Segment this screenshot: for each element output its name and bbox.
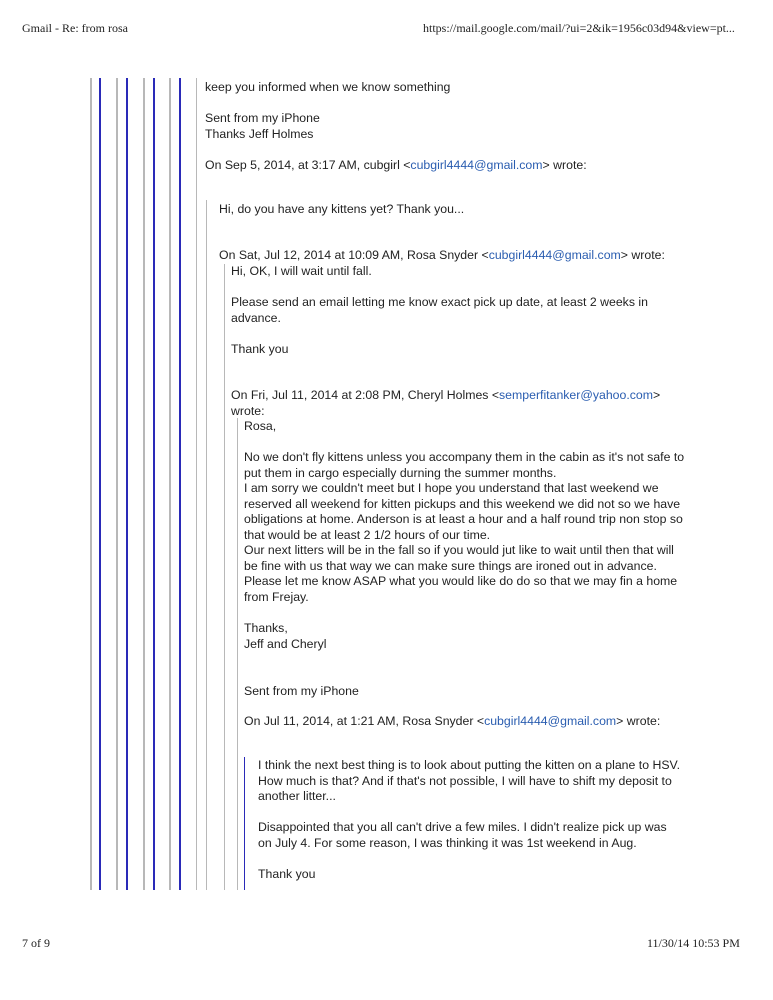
body-line: I am sorry we couldn't meet but I hope you understand that last weekend we [244, 481, 659, 495]
body-line: another litter... [258, 789, 336, 803]
quote-bar-blue [126, 78, 128, 890]
body-line: Hi, do you have any kittens yet? Thank you... [219, 202, 465, 216]
email-link[interactable]: cubgirl4444@gmail.com [488, 248, 621, 262]
quote-attribution [244, 714, 660, 730]
attribution-text: On Sat, Jul 12, 2014 at 10:09 AM, Rosa Snyder < [219, 248, 489, 262]
body-line: Thanks, [244, 621, 288, 635]
body-line: obligations at home. Anderson is at least a hour and a half round trip non stop so [244, 512, 683, 526]
attribution-text: On Fri, Jul 11, 2014 at 2:08 PM, Cheryl Holmes < [231, 388, 500, 402]
body-line: put them in cargo especially durning the summer months. [244, 466, 557, 480]
body-line: on July 4. For some reason, I was thinking it was 1st weekend in Aug. [258, 836, 637, 850]
quote-attribution [205, 158, 587, 174]
quote-bar-level4 [244, 757, 245, 890]
body-line: Thank you [231, 342, 289, 356]
body-line: No we don't fly kittens unless you accompany them in the cabin as it's not safe to [244, 450, 685, 464]
body-line: advance. [231, 311, 281, 325]
body-line: Rosa, [244, 419, 277, 433]
body-line: Thank you [258, 867, 316, 881]
attribution-text: > wrote: [620, 248, 665, 262]
quote-bar-gray [143, 78, 145, 890]
page-number: 7 of 9 [22, 936, 50, 950]
signature: Jeff and Cheryl [244, 637, 327, 651]
attribution-text: On Jul 11, 2014, at 1:21 AM, Rosa Snyder < [244, 714, 485, 728]
body-line: keep you informed when we know something [205, 80, 451, 94]
sent-from-iphone: Sent from my iPhone [205, 111, 320, 125]
body-line: from Frejay. [244, 590, 309, 604]
attribution-text: > [653, 388, 661, 402]
email-link[interactable]: cubgirl4444@gmail.com [484, 714, 617, 728]
body-line: Please let me know ASAP what you would like do do so that we may fin a home [244, 574, 678, 588]
body-line: Hi, OK, I will wait until fall. [231, 264, 372, 278]
quote-bar-level1 [206, 200, 207, 890]
quote-bar-level2 [224, 264, 225, 890]
body-line: reserved all weekend for kitten pickups and this weekend we did not so we have [244, 497, 681, 511]
quote-bar-gray [116, 78, 118, 890]
signature: Thanks Jeff Holmes [205, 127, 314, 141]
quote-attribution [219, 248, 665, 264]
quote-bar-blue [153, 78, 155, 890]
body-line: Our next litters will be in the fall so if you would jut like to wait until then that will [244, 543, 674, 557]
body-line: that would be at least 2 1/2 hours of our time. [244, 528, 491, 542]
body-line: I think the next best thing is to look about putting the kitten on a plane to HSV. [258, 758, 681, 772]
attribution-text: On Sep 5, 2014, at 3:17 AM, cubgirl < [205, 158, 411, 172]
quote-bar-gray [169, 78, 171, 890]
quote-bar-gray [196, 78, 197, 890]
quote-bar-level3 [237, 418, 238, 890]
quote-bar-gray [90, 78, 92, 890]
sent-from-iphone: Sent from my iPhone [244, 684, 359, 698]
attribution-text: > wrote: [616, 714, 661, 728]
body-line: Please send an email letting me know exact pick up date, at least 2 weeks in [231, 295, 648, 309]
body-line: Disappointed that you all can't drive a few miles. I didn't realize pick up was [258, 820, 667, 834]
print-datetime: 11/30/14 10:53 PM [647, 936, 740, 950]
page-header-url: https://mail.google.com/mail/?ui=2&ik=1956c03d94&view=pt... [423, 21, 735, 35]
quote-bar-blue [99, 78, 101, 890]
quote-bar-blue [179, 78, 181, 890]
email-link[interactable]: semperfitanker@yahoo.com [499, 388, 653, 402]
quote-attribution [231, 388, 660, 404]
page-header-title: Gmail - Re: from rosa [22, 21, 128, 35]
email-link[interactable]: cubgirl4444@gmail.com [410, 158, 543, 172]
attribution-text: > wrote: [542, 158, 587, 172]
body-line: How much is that? And if that's not possible, I will have to shift my deposit to [258, 774, 672, 788]
body-line: be fine with us that way we can make sure things are ironed out in advance. [244, 559, 657, 573]
body-line: wrote: [231, 404, 265, 418]
